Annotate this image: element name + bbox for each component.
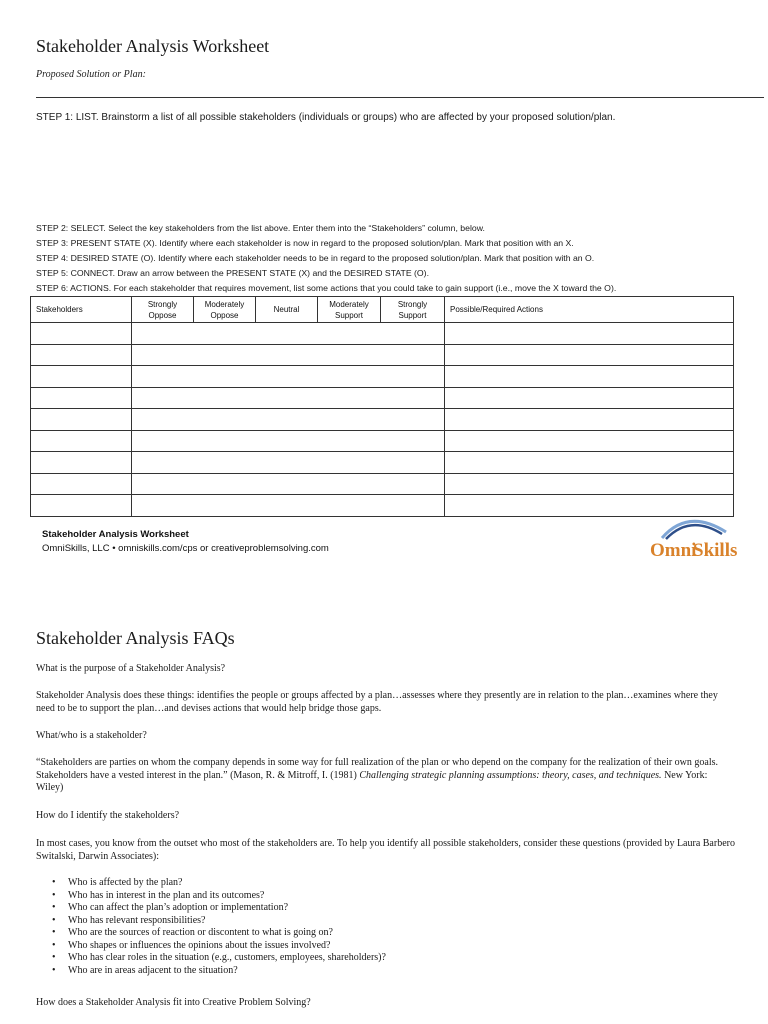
step-4-text: STEP 4: DESIRED STATE (O). Identify where each stakeholder needs to be in regard to the proposed solution/plan. Mark that position with an O. bbox=[36, 253, 595, 263]
stakeholder-table bbox=[30, 296, 734, 517]
position-cell[interactable] bbox=[132, 473, 445, 495]
position-cell[interactable] bbox=[132, 452, 445, 474]
stakeholder-cell[interactable] bbox=[31, 473, 132, 495]
faq-title: Stakeholder Analysis FAQs bbox=[36, 628, 235, 648]
position-cell[interactable] bbox=[132, 323, 445, 345]
position-cell[interactable] bbox=[132, 409, 445, 431]
step-3-text: STEP 3: PRESENT STATE (X). Identify where each stakeholder is now in regard to the proposed solution/plan. Mark that position with an X. bbox=[36, 238, 574, 248]
actions-cell[interactable] bbox=[445, 473, 734, 495]
position-cell[interactable] bbox=[132, 366, 445, 388]
worksheet-title: Stakeholder Analysis Worksheet bbox=[36, 36, 270, 56]
step-6-text: STEP 6: ACTIONS. For each stakeholder that requires movement, list some actions that you could take to gain support (i.e., move the X toward the O). bbox=[36, 283, 617, 293]
actions-cell[interactable] bbox=[445, 387, 734, 409]
actions-cell[interactable] bbox=[445, 366, 734, 388]
position-cell[interactable] bbox=[132, 430, 445, 452]
actions-cell[interactable] bbox=[445, 344, 734, 366]
faq-answer-2: “Stakeholders are parties on whom the company depends in some way for full realization of the plan or who depend on the company for the realization of their own goals. Stakeholders have a vested interest in the plan.” (Mason, R. & Mitroff, I. (1981) Challenging strategic planning assumptions: theory, cases, and techniques. New York: Wiley) bbox=[36, 757, 719, 793]
table-row bbox=[31, 366, 734, 388]
list-item: • Who is affected by the plan? bbox=[52, 877, 183, 888]
header-divider bbox=[36, 97, 764, 98]
faq-question-4: How does a Stakeholder Analysis fit into Creative Problem Solving? bbox=[36, 997, 311, 1008]
position-cell[interactable] bbox=[132, 344, 445, 366]
table-row bbox=[31, 409, 734, 431]
table-row bbox=[31, 387, 734, 409]
position-cell[interactable] bbox=[132, 387, 445, 409]
omniskills-logo bbox=[648, 512, 738, 562]
footer-title: Stakeholder Analysis Worksheet bbox=[42, 529, 189, 540]
list-item: • Who has relevant responsibilities? bbox=[52, 914, 206, 926]
list-item: • Who are the sources of reaction or discontent to what is going on? bbox=[52, 927, 333, 938]
omniskills-logo-icon bbox=[648, 512, 738, 562]
stakeholder-cell[interactable] bbox=[31, 366, 132, 388]
faq-question-1: What is the purpose of a Stakeholder Analysis? bbox=[36, 663, 226, 674]
stakeholder-cell[interactable] bbox=[31, 495, 132, 517]
faq-question-3: How do I identify the stakeholders? bbox=[36, 810, 180, 821]
actions-cell[interactable] bbox=[445, 323, 734, 345]
list-item: • Who has clear roles in the situation (e.g., customers, employees, shareholders)? bbox=[52, 952, 386, 963]
table-row bbox=[31, 430, 734, 452]
faq-answer-3: In most cases, you know from the outset who most of the stakeholders are. To help you identify all possible stakeholders, consider these questions (provided by Laura Barbero Switalski, Darwin Associates): bbox=[36, 838, 735, 862]
header-neutral: Neutral bbox=[256, 297, 318, 323]
list-item: • Who shapes or influences the opinions about the issues involved? bbox=[52, 939, 331, 951]
position-cell[interactable] bbox=[132, 495, 445, 517]
svg-text:Omni: Omni bbox=[650, 540, 697, 561]
step-1-text: STEP 1: LIST. Brainstorm a list of all possible stakeholders (individuals or groups) who are affected by your proposed solution/plan. bbox=[36, 112, 616, 123]
table-row bbox=[31, 452, 734, 474]
header-strongly-support: Strongly Support bbox=[381, 297, 445, 323]
actions-cell[interactable] bbox=[445, 430, 734, 452]
header-moderately-support: Moderately Support bbox=[318, 297, 381, 323]
steps-list bbox=[36, 221, 616, 296]
table-header-row bbox=[31, 297, 734, 323]
step-5-text: STEP 5: CONNECT. Draw an arrow between the PRESENT STATE (X) and the DESIRED STATE (O). bbox=[36, 268, 429, 278]
table-body bbox=[31, 323, 734, 517]
header-strongly-oppose: Strongly Oppose bbox=[132, 297, 194, 323]
stakeholder-questions-list bbox=[52, 877, 386, 977]
step-2-text: STEP 2: SELECT. Select the key stakeholders from the list above. Enter them into the “Stakeholders” column, below. bbox=[36, 223, 485, 233]
stakeholder-cell[interactable] bbox=[31, 430, 132, 452]
table-row bbox=[31, 473, 734, 495]
table-row bbox=[31, 344, 734, 366]
actions-cell[interactable] bbox=[445, 452, 734, 474]
list-item: • Who can affect the plan’s adoption or implementation? bbox=[52, 902, 289, 913]
list-item: • Who has in interest in the plan and its outcomes? bbox=[52, 889, 265, 901]
svg-text:Skills: Skills bbox=[693, 540, 738, 561]
footer-credit: OmniSkills, LLC • omniskills.com/cps or creativeproblemsolving.com bbox=[42, 543, 329, 554]
stakeholder-cell[interactable] bbox=[31, 323, 132, 345]
faq-question-2: What/who is a stakeholder? bbox=[36, 730, 147, 741]
stakeholder-cell[interactable] bbox=[31, 387, 132, 409]
stakeholder-cell[interactable] bbox=[31, 409, 132, 431]
header-moderately-oppose: Moderately Oppose bbox=[194, 297, 256, 323]
table-row bbox=[31, 323, 734, 345]
stakeholder-cell[interactable] bbox=[31, 452, 132, 474]
header-stakeholders: Stakeholders bbox=[31, 297, 132, 323]
table-row bbox=[31, 495, 734, 517]
header-actions: Possible/Required Actions bbox=[445, 297, 734, 323]
proposed-solution-label: Proposed Solution or Plan: bbox=[36, 69, 146, 80]
actions-cell[interactable] bbox=[445, 409, 734, 431]
stakeholder-cell[interactable] bbox=[31, 344, 132, 366]
faq-answer-1: Stakeholder Analysis does these things: identifies the people or groups affected by a plan…assesses where they presently are in relation to the plan…examines where they need to be to support the plan…and devises actions that would help bridge those gaps. bbox=[36, 690, 718, 714]
list-item: • Who are in areas adjacent to the situation? bbox=[52, 964, 238, 976]
